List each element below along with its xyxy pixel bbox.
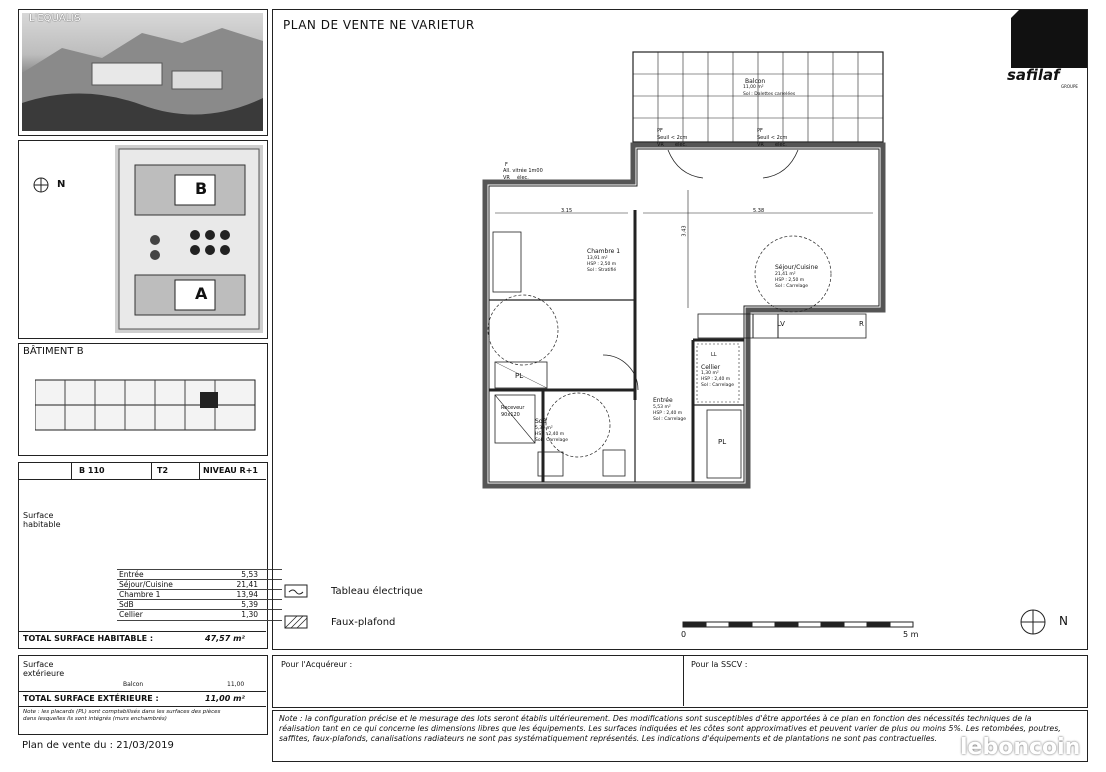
surface-row-name: Chambre 1: [119, 590, 161, 599]
window-f-vr: VR: [503, 175, 510, 181]
project-photo: [22, 13, 263, 131]
receveur-size: 90x120: [501, 412, 520, 418]
pf-left-seuil: Seuil < 2cm: [657, 135, 688, 141]
window-f-label: F: [505, 162, 508, 168]
site-plan-drawing: [115, 145, 263, 333]
pf-right-label: PF: [757, 128, 763, 134]
plan-title: PLAN DE VENTE NE VARIETUR: [283, 18, 475, 32]
site-north-label: N: [57, 179, 66, 190]
pf-right-seuil: Seuil < 2cm: [757, 135, 788, 141]
total-habitable-value: 47,57 m²: [205, 634, 245, 643]
entree-hsp: HSP : 2,40 m: [653, 411, 683, 416]
chambre-floor: Sol : Stratifié: [587, 268, 617, 273]
surface-row-value: 1,30: [241, 610, 258, 619]
pf-left-vr: VR: [657, 142, 664, 148]
floor-plan-drawing: [273, 10, 1085, 647]
surface-row-value: 5,39: [241, 600, 258, 609]
signature-panel: [272, 655, 1088, 708]
cellier-area: 1,30 m²: [701, 371, 719, 376]
total-exterieure-value: 11,00 m²: [205, 694, 245, 703]
surface-row-name: Entrée: [119, 570, 144, 579]
sdb-floor: Sol : Carrelage: [535, 438, 569, 443]
entree-name: Entrée: [653, 397, 673, 404]
site-building-a-label: A: [195, 284, 208, 303]
surface-row-value: 21,41: [236, 580, 258, 589]
plan-date: Plan de vente du : 21/03/2019: [22, 740, 174, 751]
balcony-floor: Sol : Dalettes carrelées: [743, 92, 796, 97]
surface-row-value: 5,53: [241, 570, 258, 579]
dim-2: 5.38: [753, 208, 765, 214]
brand-sub: GROUPE: [1061, 84, 1078, 89]
dim-1: 3.15: [561, 208, 573, 214]
project-photo-panel: [18, 9, 268, 136]
exterior-row-name: Balcon: [123, 681, 144, 688]
acquereur-label: Pour l'Acquéreur :: [281, 660, 353, 669]
surface-table: [18, 462, 268, 649]
project-name: L'EQUALIS: [29, 13, 81, 24]
chambre-hsp: HSP : 2,50 m: [587, 262, 617, 267]
surface-row-name: Séjour/Cuisine: [119, 580, 173, 589]
balcony-name: Balcon: [745, 78, 766, 85]
surface-row-name: SdB: [119, 600, 134, 609]
sejour-floor: Sol : Carrelage: [775, 284, 809, 289]
main-plan-panel: [272, 9, 1088, 650]
lot-type: T2: [157, 466, 169, 475]
exterior-table: [18, 655, 268, 735]
exterior-row-value: 11,00: [227, 681, 245, 688]
sdb-name: SdB: [535, 418, 547, 425]
total-habitable-label: TOTAL SURFACE HABITABLE :: [23, 634, 154, 643]
receveur-name: Receveur: [501, 405, 525, 411]
pf-left-label: PF: [657, 128, 663, 134]
sejour-name: Séjour/Cuisine: [775, 264, 819, 271]
window-f-elec: élec.: [517, 175, 529, 181]
site-building-b-label: B: [195, 179, 208, 198]
cellier-floor: Sol : Carrelage: [701, 383, 735, 388]
compass-north-label: N: [1059, 614, 1068, 628]
watermark: leboncoin: [960, 735, 1081, 760]
building-panel: [18, 343, 268, 456]
surface-row-name: Cellier: [119, 610, 143, 619]
ll-label: LL: [711, 352, 717, 358]
legend-tableau-electrique: Tableau électrique: [331, 586, 423, 597]
pf-right-vr: VR: [757, 142, 764, 148]
r-label: R: [859, 320, 864, 328]
window-f-text: All. vitrée 1m00: [503, 168, 543, 174]
sdb-hsp: HSP : 2,40 m: [535, 432, 565, 437]
surface-row: [117, 609, 282, 621]
sejour-area: 21,41 m²: [775, 272, 796, 277]
cellier-name: Cellier: [701, 364, 721, 371]
scale-end: 5 m: [903, 630, 919, 639]
site-plan-panel: [18, 140, 268, 339]
pl-closet-bedroom: PL: [515, 372, 524, 380]
dim-3: 3.43: [681, 225, 688, 237]
balcony-area: 11,00 m²: [743, 85, 764, 90]
legend-faux-plafond: Faux-plafond: [331, 617, 396, 628]
lot-number: B 110: [79, 466, 105, 475]
footnote-text: Note : la configuration précise et le mesurage des lots seront établis ultérieurement. Des modifications sont susceptibles d'être apportées à ce plan en fonction des nécessités techniques de la réalisation tant en ce qui concerne les dimensions libres que les équipements. Les surfaces indiquées et les côtes sont approximatives et peuvent varier de plus ou moins 5%. Les retombées, poutres, saffites, faux-plafonds, canalisations radiateurs ne sont pas systématiquement représentés. Les indications d'équipements et de plantations ne sont pas contractuelles.: [279, 714, 1061, 743]
lv-label: LV: [777, 320, 785, 328]
sdb-area: 5,39 m²: [535, 426, 553, 431]
scale-start: 0: [681, 630, 687, 639]
pf-right-elec: élec.: [775, 142, 787, 148]
brand-name: safilaf: [1007, 66, 1060, 84]
surface-note: Note : les placards (PL) sont comptabilisés dans les surfaces des pièces dans lesquelles ils sont intégrés (murs enchambrés): [23, 709, 221, 722]
sejour-hsp: HSP : 2,50 m: [775, 278, 805, 283]
exterieure-label: Surface extérieure: [23, 660, 65, 678]
habitable-label: Surface habitable: [23, 511, 61, 529]
project-photo-illustration: [22, 13, 263, 131]
pl-closet-entree: PL: [718, 438, 727, 446]
surface-row-value: 13,94: [236, 590, 258, 599]
building-label: BÂTIMENT B: [23, 346, 84, 357]
entree-area: 5,53 m²: [653, 405, 671, 410]
building-floor-plan: [35, 370, 261, 449]
pf-left-elec: élec.: [675, 142, 687, 148]
entree-floor: Sol : Carrelage: [653, 417, 687, 422]
cellier-hsp: HSP : 2,40 m: [701, 377, 731, 382]
lot-level: NIVEAU R+1: [203, 466, 258, 475]
sscv-label: Pour la SSCV :: [691, 660, 748, 669]
chambre-area: 13,91 m²: [587, 256, 608, 261]
chambre-name: Chambre 1: [587, 248, 621, 255]
total-exterieure-label: TOTAL SURFACE EXTÉRIEURE :: [23, 694, 159, 703]
